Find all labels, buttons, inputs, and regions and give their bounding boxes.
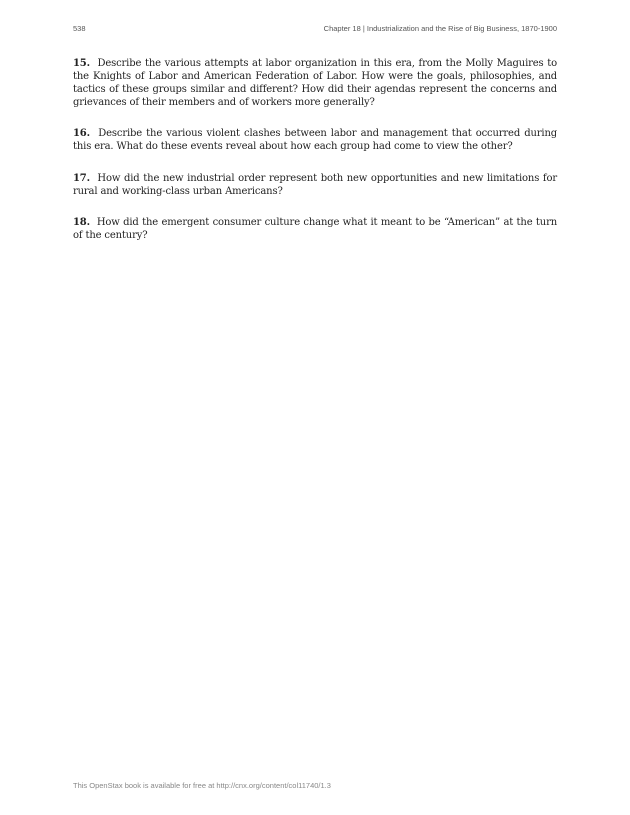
page-number: 538 [73, 24, 86, 33]
question-15 [73, 57, 557, 109]
page-footer: This OpenStax book is available for free at http://cnx.org/content/col11740/1.3 [73, 781, 331, 790]
question-text: Describe the various attempts at labor organization in this era, from the Molly Maguires to the Knights of Labor and American Federation of Labor. How were the goals, philosophies, and tactics of these groups similar and different? How did their agendas represent the concerns and grievances of their members and of workers more generally? [73, 58, 557, 109]
question-17 [73, 172, 557, 198]
question-text: How did the new industrial order represent both new opportunities and new limitations for rural and working-class urban Americans? [73, 172, 557, 197]
question-number: 17. [73, 172, 90, 184]
question-16 [73, 127, 557, 153]
review-questions [73, 57, 557, 260]
question-text: How did the emergent consumer culture change what it meant to be “American” at the turn of the century? [73, 216, 557, 241]
question-number: 15. [73, 58, 90, 69]
question-number: 18. [73, 216, 90, 228]
running-head: Chapter 18 | Industrialization and the Rise of Big Business, 1870-1900 [323, 24, 557, 33]
question-18 [73, 216, 557, 242]
question-text: Describe the various violent clashes between labor and management that occurred during this era. What do these events reveal about how each group had come to view the other? [73, 128, 557, 153]
question-number: 16. [73, 128, 90, 140]
